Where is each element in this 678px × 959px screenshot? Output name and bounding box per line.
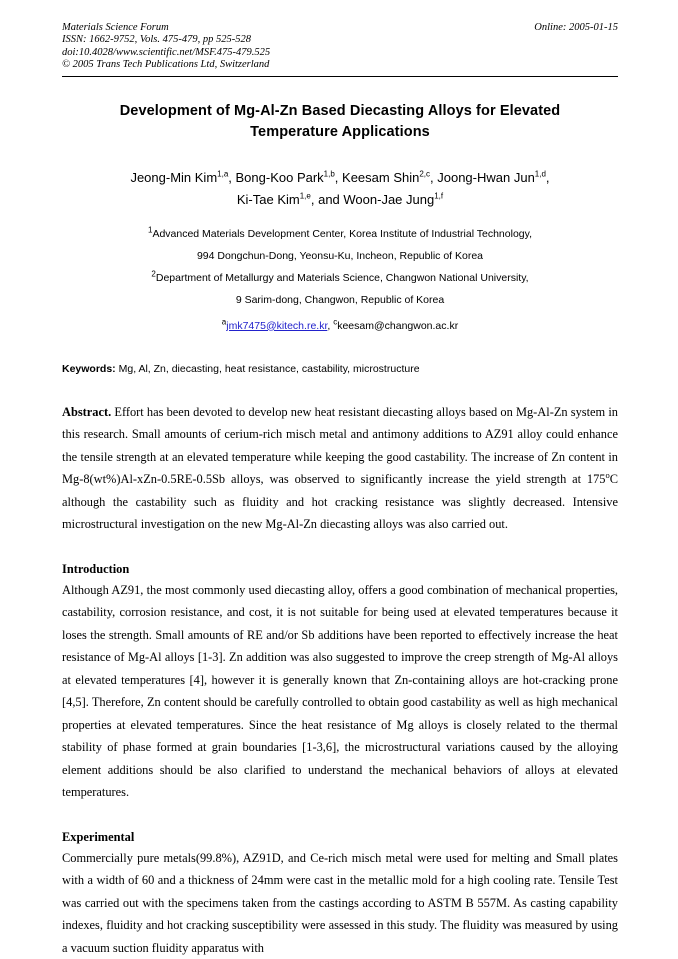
- author-sup-6: 1,f: [434, 191, 444, 201]
- email-text-c: keesam@changwon.ac.kr: [337, 319, 459, 332]
- abstract-text-part1: Effort has been devoted to develop new heat resistant diecasting alloys based on Mg-Al-Zn system in this research. Small amounts of cerium-rich misch metal and antimony additions to AZ91 alloy could enhance the tensile strength at an elevated temperature while keeping the good castability. The increase of Zn content in Mg-8(wt%)Al-xZn-0.5RE-0.5Sb alloys, was observed to significantly increase the yield strength at 175: [62, 404, 618, 487]
- author-name-5: Ki-Tae Kim: [236, 191, 300, 207]
- keywords-text: Mg, Al, Zn, diecasting, heat resistance, castability, microstructure: [115, 362, 420, 375]
- issn-line: ISSN: 1662-9752, Vols. 475-479, pp 525-528: [62, 34, 251, 46]
- header-divider: [62, 76, 618, 77]
- page-header: [62, 22, 618, 72]
- author-name-4: , Joong-Hwan Jun: [430, 169, 535, 185]
- affiliation-2-address: 9 Sarim-dong, Changwon, Republic of Korea: [235, 293, 445, 306]
- email-sup-a: a: [221, 317, 227, 327]
- section-body-introduction: Although AZ91, the most commonly used diecasting alloy, offers a good combination of mechanical properties, castability, corrosion resistance, and cost, it is not suitable for being used at elevated temperatures because it loses the strength. Small amounts of RE and/or Sb additions have been reported to effectively increase the heat resistance of Mg-Al alloys [1-3]. Zn addition was also suggested to improve the creep strength of Mg-Al alloys at elevated temperatures [4], however it is generally known that Zn-containing alloys are hot-cracking prone [4,5]. Therefore, Zn content should be carefully controlled to obtain good castability as well as high mechanical properties at elevated temperatures. Since the heat resistance of Mg alloys is closely related to the thermal stability of phase formed at grain boundaries [1-3,6], the microstructural variations caused by the alloying element additions should be also clarified to understand the mechanical behaviors of alloys at elevated temperatures.: [62, 582, 618, 800]
- abstract-degree-sup: o: [605, 470, 610, 480]
- affiliations: [62, 223, 618, 311]
- author-list: [62, 167, 618, 211]
- affiliation-2-sup: 2: [151, 269, 156, 279]
- author-sup-5: 1,e: [299, 191, 311, 201]
- section-heading-experimental: Experimental: [62, 829, 135, 844]
- journal-info: [62, 22, 482, 72]
- author-sup-1: 1,a: [217, 169, 229, 179]
- author-sup-4: 1,d: [534, 169, 546, 179]
- abstract-text-part2: C although the castability such as fluidity and hot cracking resistance was slightly decreased. Intensive microstructural investigation on the new Mg-Al-Zn diecasting alloys was also carried out.: [62, 472, 618, 532]
- journal-name: Materials Science Forum: [62, 22, 169, 33]
- affiliation-1-sup: 1: [147, 225, 153, 235]
- email-link-a[interactable]: jmk7475@kitech.re.kr: [226, 319, 328, 332]
- author-line-1-end: ,: [545, 169, 550, 185]
- affiliation-1-text: Advanced Materials Development Center, Korea Institute of Industrial Technology,: [152, 227, 533, 240]
- abstract-label: Abstract.: [62, 404, 112, 419]
- keywords-line: [62, 363, 618, 375]
- email-separator: ,: [327, 319, 334, 332]
- copyright-line: © 2005 Trans Tech Publications Ltd, Switzerland: [62, 59, 270, 71]
- author-name-2: , Bong-Koo Park: [228, 169, 324, 185]
- author-name-6: , and Woon-Jae Jung: [310, 191, 435, 207]
- section-body-experimental: Commercially pure metals(99.8%), AZ91D, and Ce-rich misch metal were used for melting and Small plates with a width of 60 and a thickness of 24mm were cast in the metallic mold for a high cooling rate. Tensile Test was carried out with the specimens taken from the castings according to ASTM B 557M. As casting capability indexes, fluidity and hot cracking susceptibility were assessed in this study. The fluidity was measured by using a vacuum suction fluidity apparatus with: [62, 850, 618, 955]
- title-line-1: Development of Mg-Al-Zn Based Diecasting Alloys for Elevated: [119, 102, 561, 119]
- section-heading-introduction: Introduction: [62, 561, 130, 576]
- affiliation-1: [62, 223, 618, 245]
- page-title: [62, 101, 618, 143]
- author-sup-3: 2,c: [419, 169, 431, 179]
- keywords-label: Keywords:: [62, 362, 116, 375]
- author-name-3: , Keesam Shin: [334, 169, 420, 185]
- author-sup-2: 1,b: [323, 169, 335, 179]
- affiliation-1-address: 994 Dongchun-Dong, Yeonsu-Ku, Incheon, Republic of Korea: [196, 249, 484, 262]
- author-line-1: [62, 167, 618, 189]
- email-sup-c: c: [333, 317, 338, 327]
- author-name-1: Jeong-Min Kim: [130, 169, 218, 185]
- affiliation-2: [62, 267, 618, 289]
- abstract-paragraph: [62, 401, 618, 536]
- contact-emails: [62, 317, 618, 335]
- doi-line: doi:10.4028/www.scientific.net/MSF.475-479.525: [62, 46, 271, 58]
- title-line-2: Temperature Applications: [250, 123, 430, 140]
- affiliation-2-text: Department of Metallurgy and Materials Science, Changwon National University,: [155, 271, 529, 284]
- author-line-2: [62, 189, 618, 211]
- online-date: Online: 2005-01-15: [534, 22, 618, 33]
